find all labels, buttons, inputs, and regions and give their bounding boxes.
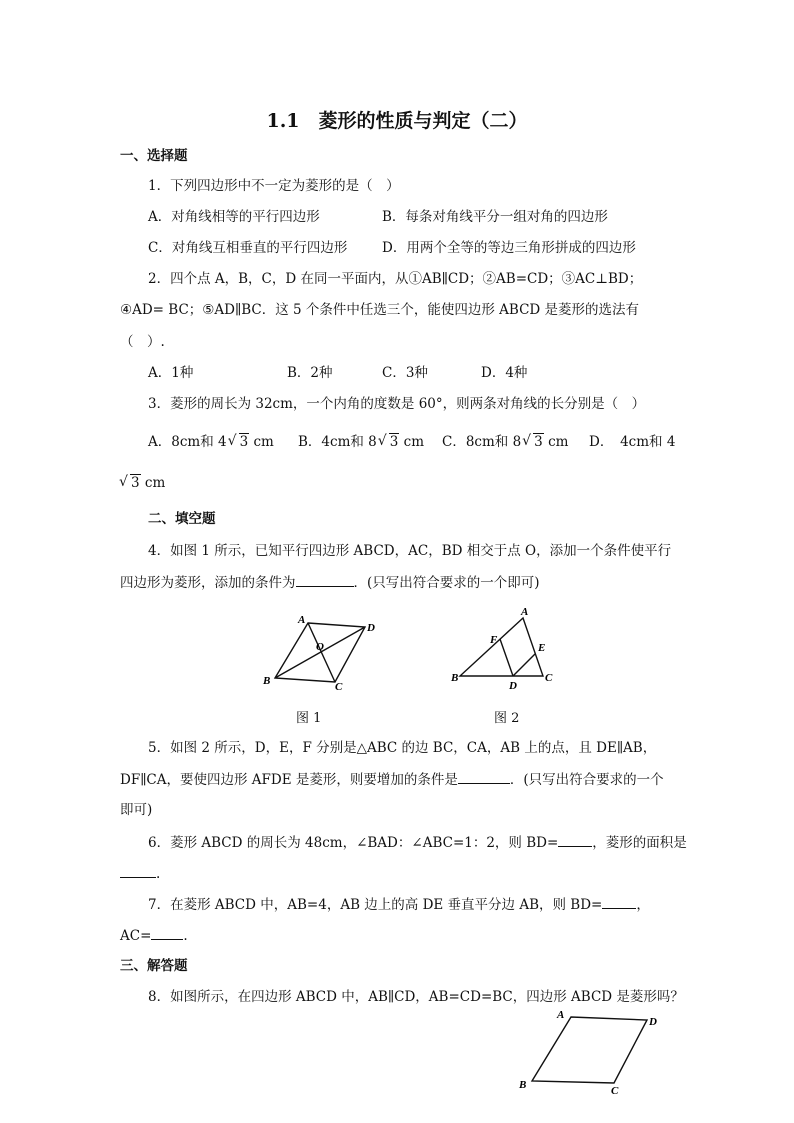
page-title: 1.1 菱形的性质与判定（二） <box>266 110 528 132</box>
fig2-label-a: A <box>521 606 529 618</box>
q3-option-d-cont: √ 3 cm <box>120 474 165 492</box>
q1-option-c: C．对角线互相垂直的平行四边形 <box>148 240 348 256</box>
section-fill: 二、填空题 <box>148 511 216 527</box>
q8-line1: 8．如图所示，在四边形 ABCD 中，AB∥CD，AB=CD=BC，四边形 ABCD 是菱形吗？ <box>148 989 684 1005</box>
q5-line1: 5．如图 2 所示，D，E，F 分别是△ABC 的边 BC，CA，AB 上的点，且 DE∥AB， <box>148 740 657 756</box>
q6-blank-area[interactable] <box>120 864 156 878</box>
q6-line1: 6．菱形 ABCD 的周长为 48cm，∠BAD：∠ABC=1：2，则 BD= ，菱形的面积是 <box>148 835 687 851</box>
figure-1 <box>258 612 388 694</box>
fig1-label-d: D <box>367 622 375 634</box>
q5-blank[interactable] <box>458 770 510 784</box>
fig1-label-o: O <box>316 641 324 653</box>
q3-option-a: A．8cm和 4√ 3 cm <box>148 433 274 451</box>
fig1-label-a: A <box>298 614 306 626</box>
q1-stem: 1．下列四边形中不一定为菱形的是（ ） <box>148 178 400 194</box>
q3-option-b: B．4cm和 8√ 3 cm <box>298 433 424 451</box>
q5-line2: DF∥CA，要使四边形 AFDE 是菱形，则要增加的条件是 ．(只写出符合要求的一个 <box>120 772 664 788</box>
fig2-label-f: F <box>490 634 498 646</box>
fig1-caption: 图 1 <box>296 711 322 726</box>
q7-line2: AC= . <box>120 928 188 944</box>
figure-3 <box>515 1005 665 1100</box>
fig2-caption: 图 2 <box>494 711 520 726</box>
q3-stem: 3．菱形的周长为 32cm，一个内角的度数是 60°，则两条对角线的长分别是（ ） <box>148 396 646 412</box>
section-choice: 一、选择题 <box>120 148 188 164</box>
q1-option-b: B．每条对角线平分一组对角的四边形 <box>382 209 608 225</box>
q7-line1: 7．在菱形 ABCD 中，AB=4，AB 边上的高 DE 垂直平分边 AB，则 BD= ， <box>148 897 650 913</box>
fig2-label-c: C <box>545 672 553 684</box>
q2-line1: 2．四个点 A，B，C，D 在同一平面内，从①AB∥CD；②AB=CD；③AC⊥BD； <box>148 271 643 287</box>
q4-line2: 四边形为菱形，添加的条件为 ．(只写出符合要求的一个即可) <box>120 575 540 591</box>
q2-option-d: D．4种 <box>481 365 528 381</box>
fig3-label-a: A <box>557 1009 565 1021</box>
q1-option-d: D．用两个全等的等边三角形拼成的四边形 <box>382 240 636 256</box>
q6-line2: . <box>120 864 160 883</box>
fig1-label-c: C <box>335 681 343 693</box>
q2-option-c: C．3种 <box>382 365 428 381</box>
q5-line3: 即可) <box>120 802 153 818</box>
fig3-label-d: D <box>649 1016 657 1028</box>
q7-blank-bd[interactable] <box>602 895 636 909</box>
fig3-label-c: C <box>611 1085 619 1097</box>
q2-line3: （ ）. <box>120 334 165 350</box>
fig1-label-b: B <box>263 675 271 687</box>
q2-option-a: A．1种 <box>148 365 194 381</box>
q2-option-b: B．2种 <box>287 365 333 381</box>
fig2-label-e: E <box>538 642 546 654</box>
q2-line2: ④AD= BC；⑤AD∥BC．这 5 个条件中任选三个，能使四边形 ABCD 是菱形的选法有 <box>120 302 640 318</box>
q4-blank[interactable] <box>296 573 354 587</box>
section-solve: 三、解答题 <box>120 958 188 974</box>
q3-option-c: C．8cm和 8√ 3 cm <box>442 433 568 451</box>
fig2-label-d: D <box>509 680 517 692</box>
q1-option-a: A．对角线相等的平行四边形 <box>148 209 320 225</box>
q6-blank-bd[interactable] <box>558 833 592 847</box>
figure-2 <box>448 603 558 693</box>
q3-option-d: D． 4cm和 4 <box>589 434 676 450</box>
fig2-label-b: B <box>451 672 459 684</box>
fig3-label-b: B <box>519 1079 527 1091</box>
q4-line1: 4．如图 1 所示，已知平行四边形 ABCD，AC，BD 相交于点 O，添加一个条件使平行 <box>148 543 672 559</box>
q7-blank-ac[interactable] <box>151 926 183 940</box>
